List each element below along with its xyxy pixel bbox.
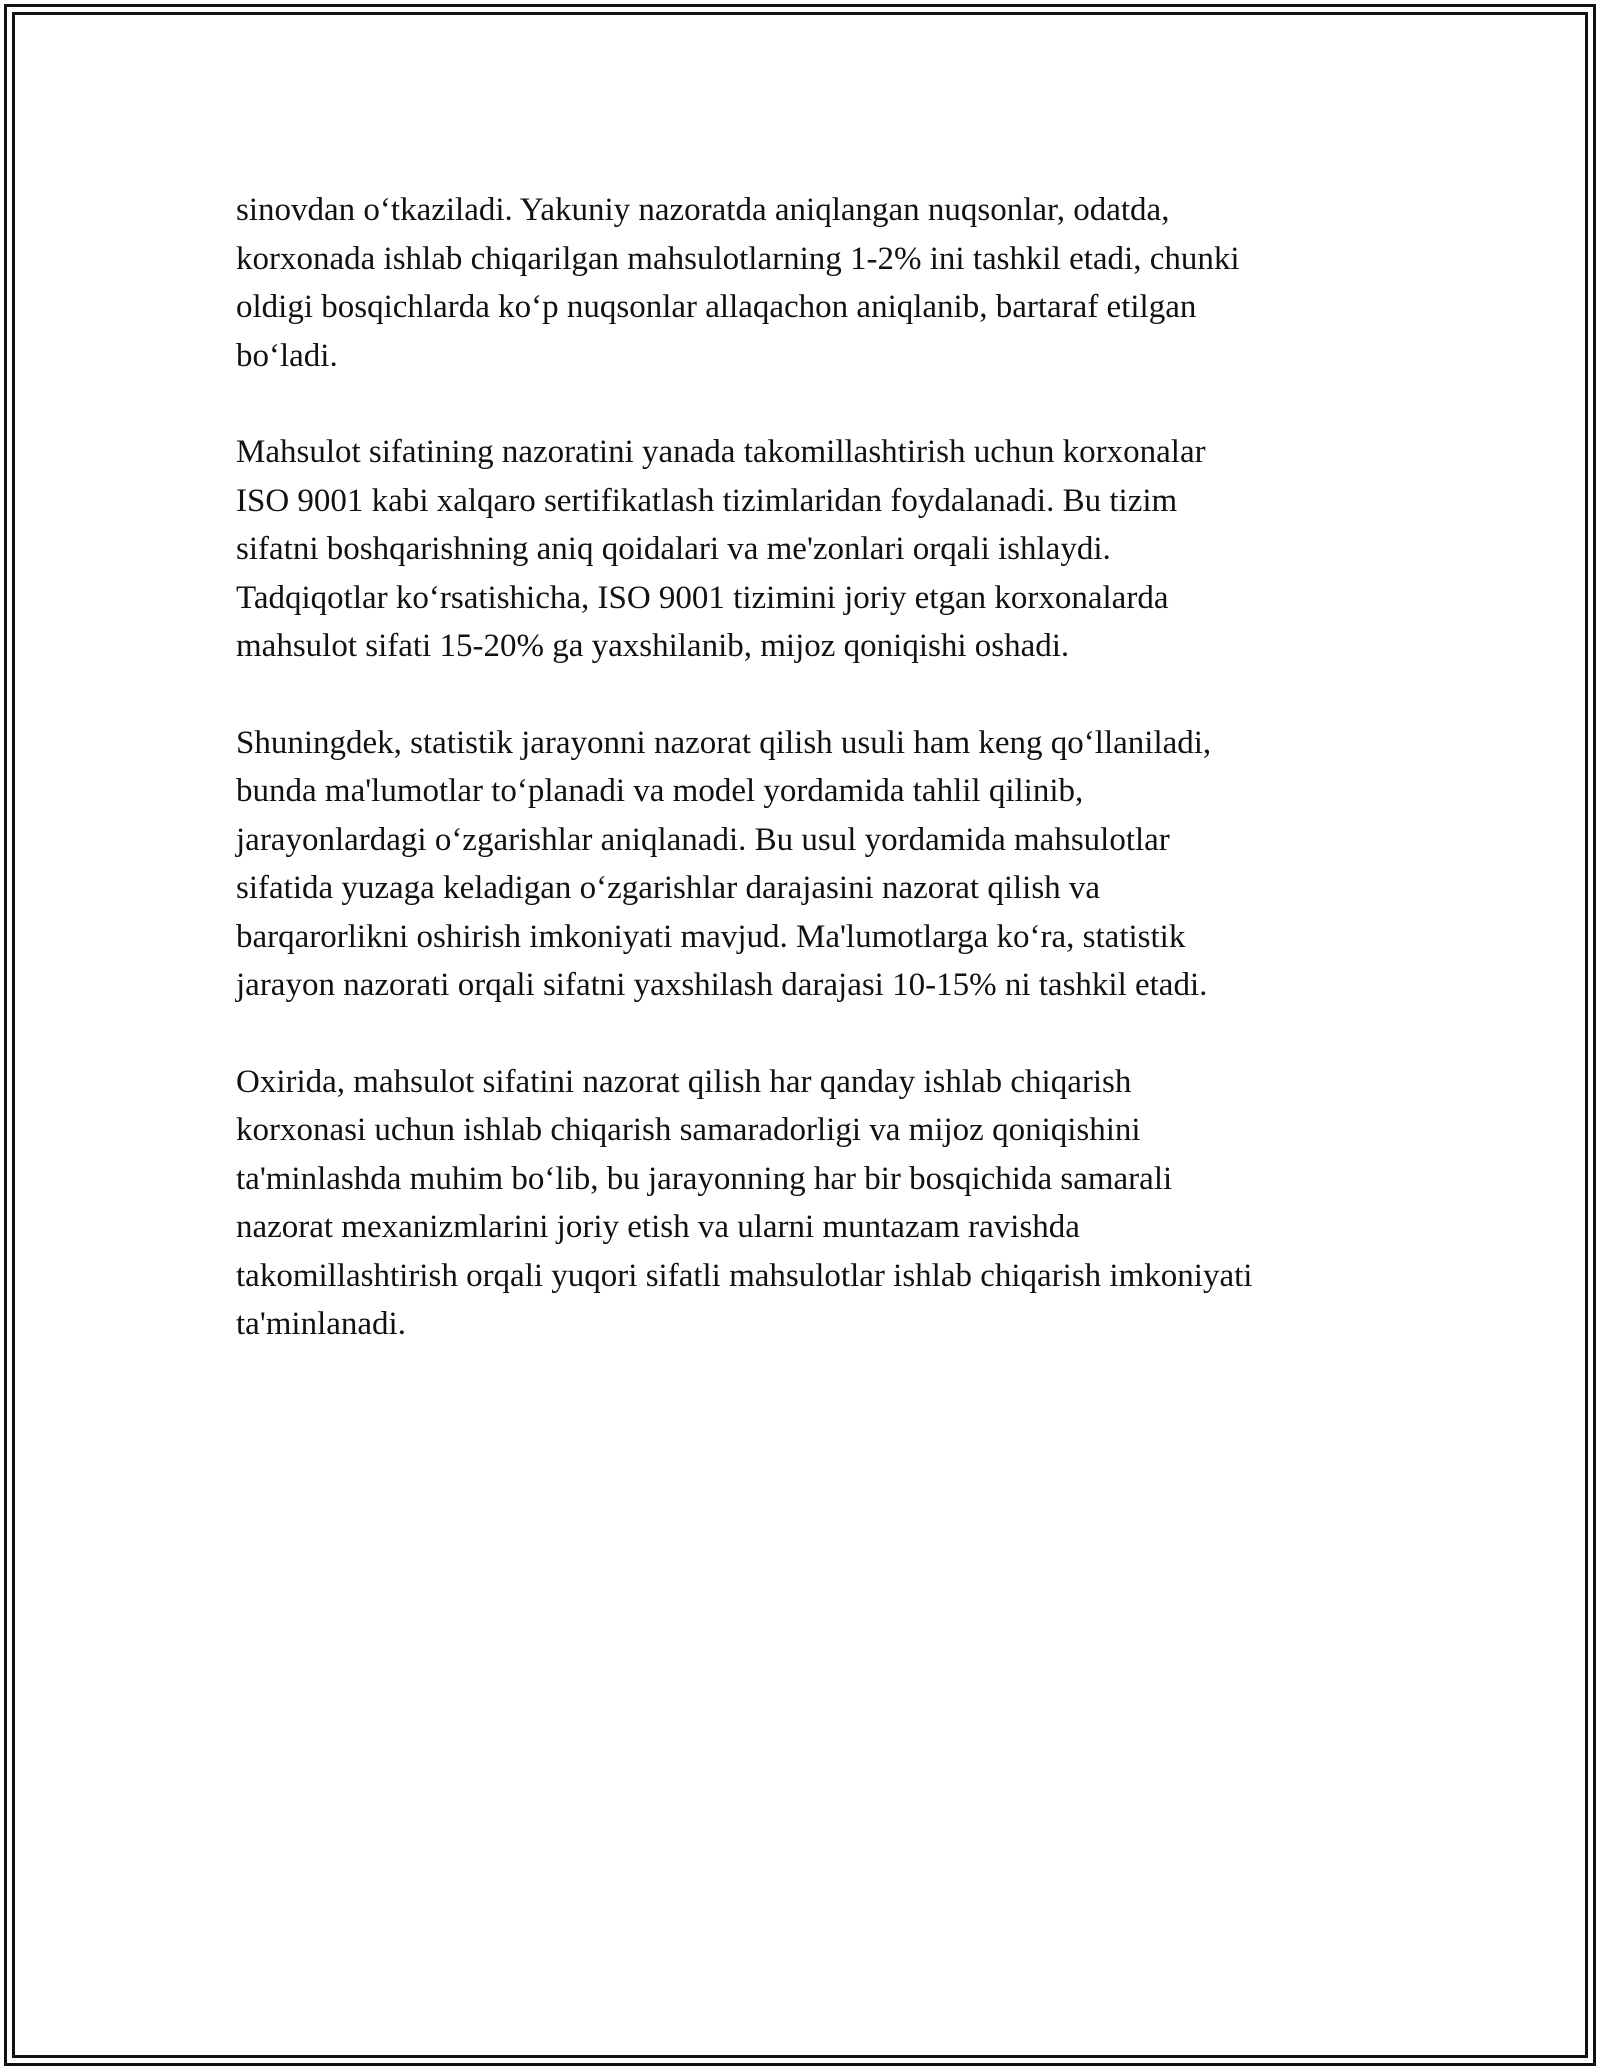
text-line: sifatida yuzaga keladigan o‘zgarishlar darajasini nazorat qilish va: [236, 870, 1101, 906]
text-line: barqarorlikni oshirish imkoniyati mavjud. Ma'lumotlarga ko‘ra, statistik: [236, 918, 1186, 955]
text-line: ta'minlashda muhim bo‘lib, bu jarayonning har bir bosqichida samarali: [236, 1160, 1173, 1197]
paragraph: [236, 1058, 1366, 1349]
text-line: bo‘ladi.: [236, 337, 338, 374]
paragraph: [236, 719, 1366, 1010]
text-line: korxonasi uchun ishlab chiqarish samaradorligi va mijoz qoniqishini: [236, 1112, 1141, 1148]
text-line: oldigi bosqichlarda ko‘p nuqsonlar allaqachon aniqlanib, bartaraf etilgan: [236, 289, 1197, 325]
text-line: Shuningdek, statistik jarayonni nazorat qilish usuli ham keng qo‘llaniladi,: [236, 724, 1212, 761]
text-line: Oxirida, mahsulot sifatini nazorat qilish har qanday ishlab chiqarish: [236, 1063, 1132, 1100]
text-line: sinovdan o‘tkaziladi. Yakuniy nazoratda aniqlangan nuqsonlar, odatda,: [236, 192, 1170, 228]
paragraph: [236, 428, 1366, 671]
text-line: korxonada ishlab chiqarilgan mahsulotlarning 1-2% ini tashkil etadi, chunki: [236, 240, 1240, 277]
paragraph: [236, 186, 1366, 380]
document-body: [236, 186, 1366, 1397]
text-line: jarayon nazorati orqali sifatni yaxshilash darajasi 10-15% ni tashkil etadi.: [236, 967, 1208, 1003]
text-line: bunda ma'lumotlar to‘planadi va model yordamida tahlil qilinib,: [236, 773, 1084, 809]
text-line: Tadqiqotlar ko‘rsatishicha, ISO 9001 tizimini joriy etgan korxonalarda: [236, 579, 1169, 616]
text-line: Mahsulot sifatining nazoratini yanada takomillashtirish uchun korxonalar: [236, 434, 1206, 470]
text-line: jarayonlardagi o‘zgarishlar aniqlanadi. Bu usul yordamida mahsulotlar: [236, 821, 1170, 858]
text-line: ta'minlanadi.: [236, 1306, 406, 1342]
text-line: takomillashtirish orqali yuqori sifatli mahsulotlar ishlab chiqarish imkoniyati: [236, 1257, 1253, 1294]
text-line: mahsulot sifati 15-20% ga yaxshilanib, mijoz qoniqishi oshadi.: [236, 628, 1070, 664]
text-line: sifatni boshqarishning aniq qoidalari va me'zonlari orqali ishlaydi.: [236, 531, 1111, 567]
text-line: nazorat mexanizmlarini joriy etish va ularni muntazam ravishda: [236, 1209, 1080, 1245]
text-line: ISO 9001 kabi xalqaro sertifikatlash tizimlaridan foydalanadi. Bu tizim: [236, 482, 1178, 519]
